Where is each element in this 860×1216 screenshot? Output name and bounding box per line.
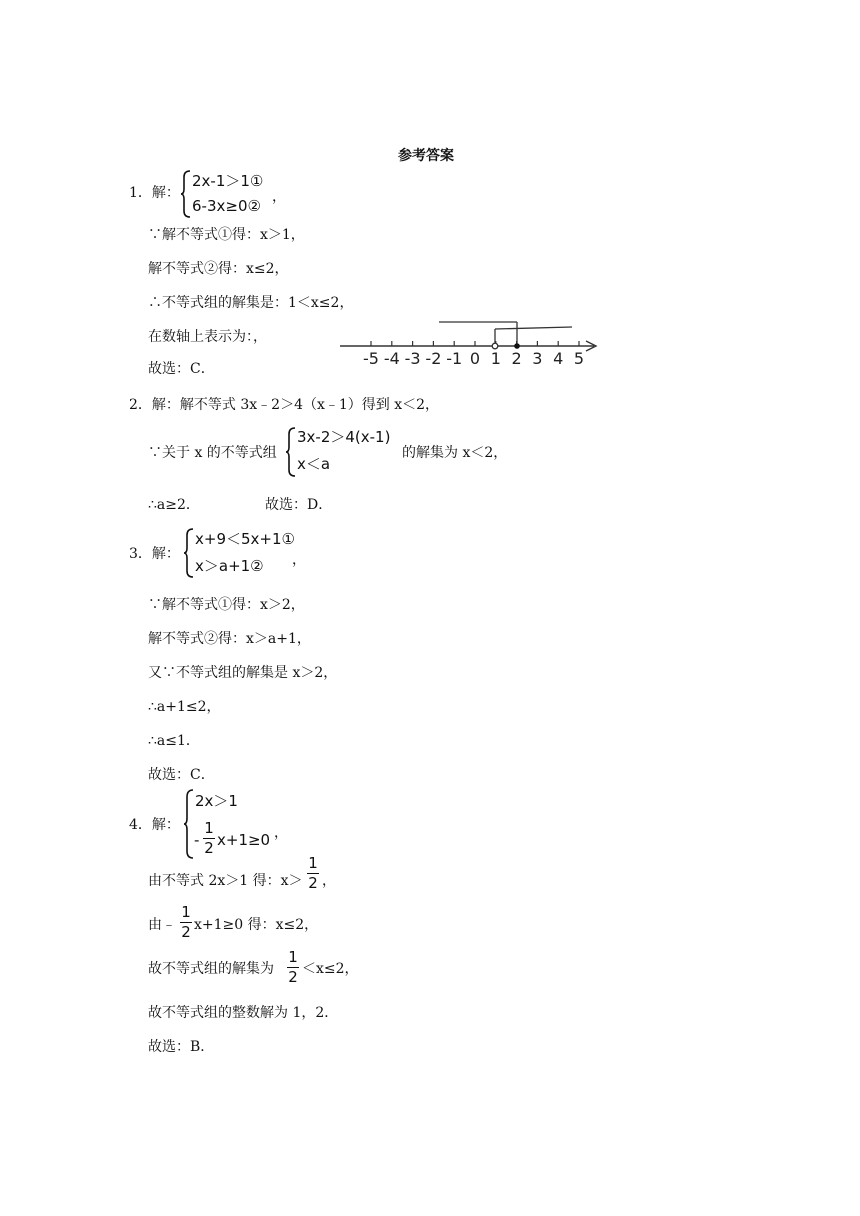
axis-tick-label: -4 (383, 349, 400, 368)
fraction-numerator: 1 (308, 854, 318, 872)
q3-system-tail: ， (292, 552, 306, 568)
q4-line-3a: 故不等式组的解集为 (148, 961, 274, 977)
brace-icon (285, 427, 297, 477)
q1-system-line-2: 6-3x≥0② (192, 197, 261, 215)
q4-line-2a: 由﹣ (148, 917, 176, 933)
q1-line-5: 故选：C． (148, 361, 215, 377)
closed-point-2 (514, 343, 520, 349)
number-line (336, 316, 602, 372)
q4-system-fraction (203, 821, 215, 856)
q1-line-4: 在数轴上表示为：， (148, 329, 267, 345)
open-point-1 (492, 343, 498, 349)
brace-icon (180, 170, 192, 218)
q4-line-1-fraction (307, 856, 319, 891)
q3-system-line-1: x+9＜5x+1① (195, 530, 295, 548)
q1-line-2: 解不等式②得：x≤2， (148, 261, 289, 277)
fraction-denominator: 2 (204, 839, 214, 857)
q4-line-3-fraction (287, 950, 299, 985)
axis-tick-label: -5 (363, 349, 379, 368)
q2-post: 的解集为 x＜2， (402, 445, 508, 461)
fraction-denominator: 2 (181, 923, 191, 941)
q2-pre: ∵关于 x 的不等式组 (148, 445, 277, 461)
q2-line-3a: ∴a≥2． (148, 497, 200, 513)
axis-tick-label: 5 (573, 349, 585, 368)
q4-line-1a: 由不等式 2x＞1 得：x＞ (148, 873, 303, 889)
solution-mark-right (495, 327, 572, 329)
fraction-numerator: 1 (288, 948, 298, 966)
axis-tick-label: 1 (490, 349, 501, 368)
axis-tick-label: 2 (511, 349, 522, 368)
fraction-denominator: 2 (288, 968, 298, 986)
q1-system-tail: ， (272, 189, 286, 205)
q3-system (183, 528, 293, 578)
q3-line-4: ∴a+1≤2， (148, 699, 221, 715)
axis-tick-label: -2 (425, 349, 442, 368)
fraction-numerator: 1 (181, 903, 191, 921)
axis-tick-label: 3 (532, 349, 543, 368)
q4-system-line-1: 2x＞1 (195, 792, 238, 810)
page-title: 参考答案 (398, 148, 454, 164)
axis-tick-label: -1 (446, 349, 463, 368)
q4-system (183, 789, 293, 859)
axis-tick-label: 0 (469, 349, 481, 368)
q2-system-line-2: x＜a (297, 455, 331, 473)
q2-line-3b: 故选：D． (265, 497, 333, 513)
q3-line-3: 又∵不等式组的解集是 x＞2， (148, 665, 338, 681)
q4-label: 4．解： (129, 817, 180, 833)
q3-line-6: 故选：C． (148, 767, 215, 783)
q4-line-2b: x+1≥0 得：x≤2， (194, 917, 319, 933)
q1-line-1: ∵解不等式①得：x＞1， (148, 227, 305, 243)
brace-icon (183, 528, 195, 578)
q1-system-line-1: 2x-1＞1① (192, 172, 264, 190)
q3-line-2: 解不等式②得：x＞a+1， (148, 631, 311, 647)
q1-label: 1．解： (129, 185, 180, 201)
q4-system-sign: - (194, 831, 200, 849)
q3-label: 3．解： (129, 546, 180, 562)
q4-line-2-fraction (180, 905, 192, 940)
q4-system-tail: ， (274, 825, 288, 841)
q1-line-3: ∴不等式组的解集是：1＜x≤2， (148, 295, 354, 311)
fraction-numerator: 1 (204, 819, 214, 837)
q3-line-1: ∵解不等式①得：x＞2， (148, 597, 305, 613)
fraction-denominator: 2 (308, 874, 318, 892)
axis-tick-label: -3 (404, 349, 421, 368)
q4-line-3b: ＜x≤2， (302, 961, 359, 977)
q4-line-5: 故选：B． (148, 1039, 215, 1055)
q1-system (180, 170, 280, 218)
q3-system-line-2: x＞a+1② (195, 557, 264, 575)
q4-line-4: 故不等式组的整数解为 1，2． (148, 1005, 339, 1021)
q2-system-line-1: 3x-2＞4(x-1) (297, 428, 391, 446)
q4-line-1b: ， (322, 873, 336, 889)
q4-system-line-2: x+1≥0 (217, 831, 271, 849)
q2-system (285, 427, 405, 477)
axis-tick-label: 4 (553, 349, 564, 368)
q3-line-5: ∴a≤1． (148, 733, 200, 749)
q2-line-1: 2．解：解不等式 3x﹣2＞4（x﹣1）得到 x＜2， (129, 397, 440, 413)
